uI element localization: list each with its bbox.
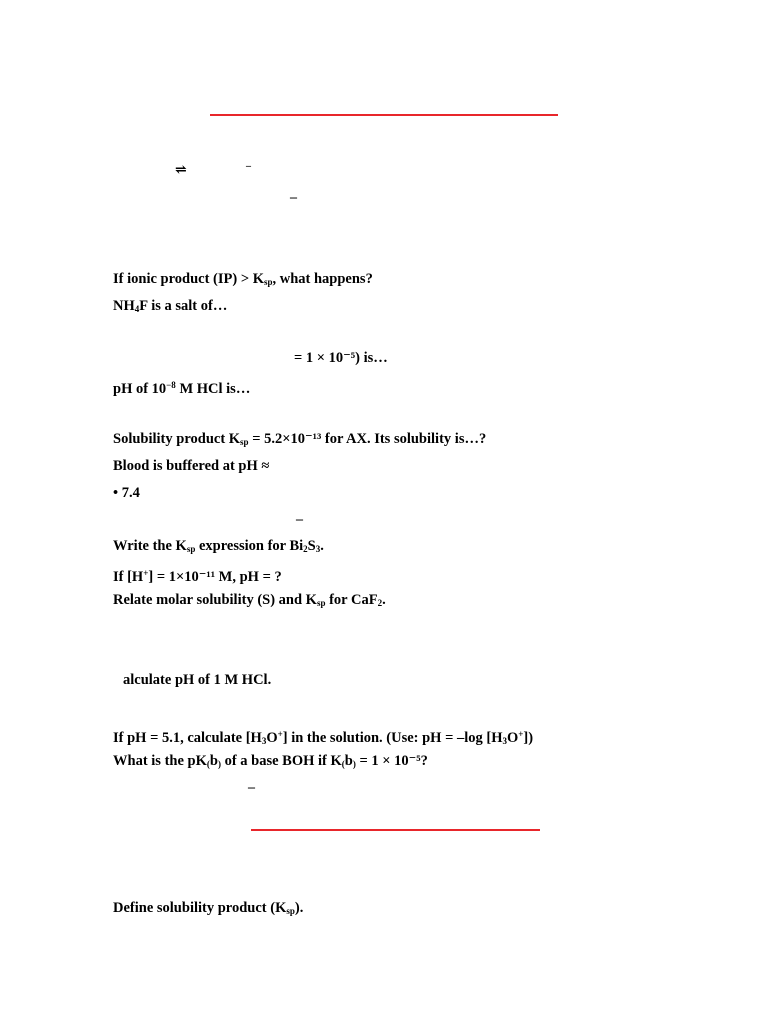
- question-h-ion-ph: If [H+] = 1×10⁻¹¹ M, pH = ?: [113, 568, 282, 585]
- equilibrium-arrow: ⇌: [175, 163, 187, 178]
- dash-fragment-lower: –: [248, 780, 255, 795]
- question-ionic-product: If ionic product $(IP) > K_{sp}$, what happens?: [113, 271, 373, 287]
- question-blood-buffer: Blood is buffered at pH ≈: [113, 458, 270, 474]
- question-nh4f-salt: $NH_4F$ is a salt of…: [113, 298, 228, 314]
- answer-blood-buffer: • 7.4: [113, 485, 140, 501]
- question-define-ksp: Define solubility product $(K_{sp})$.: [113, 900, 304, 916]
- dash-fragment-upper: –: [290, 190, 297, 205]
- question-caf2-solubility: Relate molar solubility (S) and $K_{sp}$ for CaF$_2$.: [113, 592, 386, 608]
- red-rule-bottom: [251, 829, 540, 831]
- red-rule-top: [210, 114, 558, 116]
- question-ksp-bi2s3: Write the $K_{sp}$ expression for $Bi_2S_3$.: [113, 538, 324, 554]
- dash-fragment-middle: –: [296, 512, 303, 527]
- question-partial-text: = 1 × 10⁻⁵) is…: [294, 350, 388, 366]
- question-pkb-boh: What is the $pK_(b_)$ of a base BOH if $K_(b_) = 1 \times 10^{-5}$?: [113, 753, 428, 769]
- question-calculate-ph: alculate pH of 1 M HCl.: [123, 672, 272, 688]
- question-ksp-ax: Solubility product $K_{sp} = 5.2\times 10^{-13}$ for AX. Its solubility is…?: [113, 431, 487, 447]
- question-h3o-concentration: If pH = 5.1, calculate $[H_3O^+]$ in the solution. (Use: pH = –log $[H_3O^+]$): [113, 729, 534, 746]
- dash-fragment-top: –: [246, 161, 251, 172]
- question-ph-dilute-hcl: pH of $10^{-8}$ M HCl is…: [113, 380, 251, 397]
